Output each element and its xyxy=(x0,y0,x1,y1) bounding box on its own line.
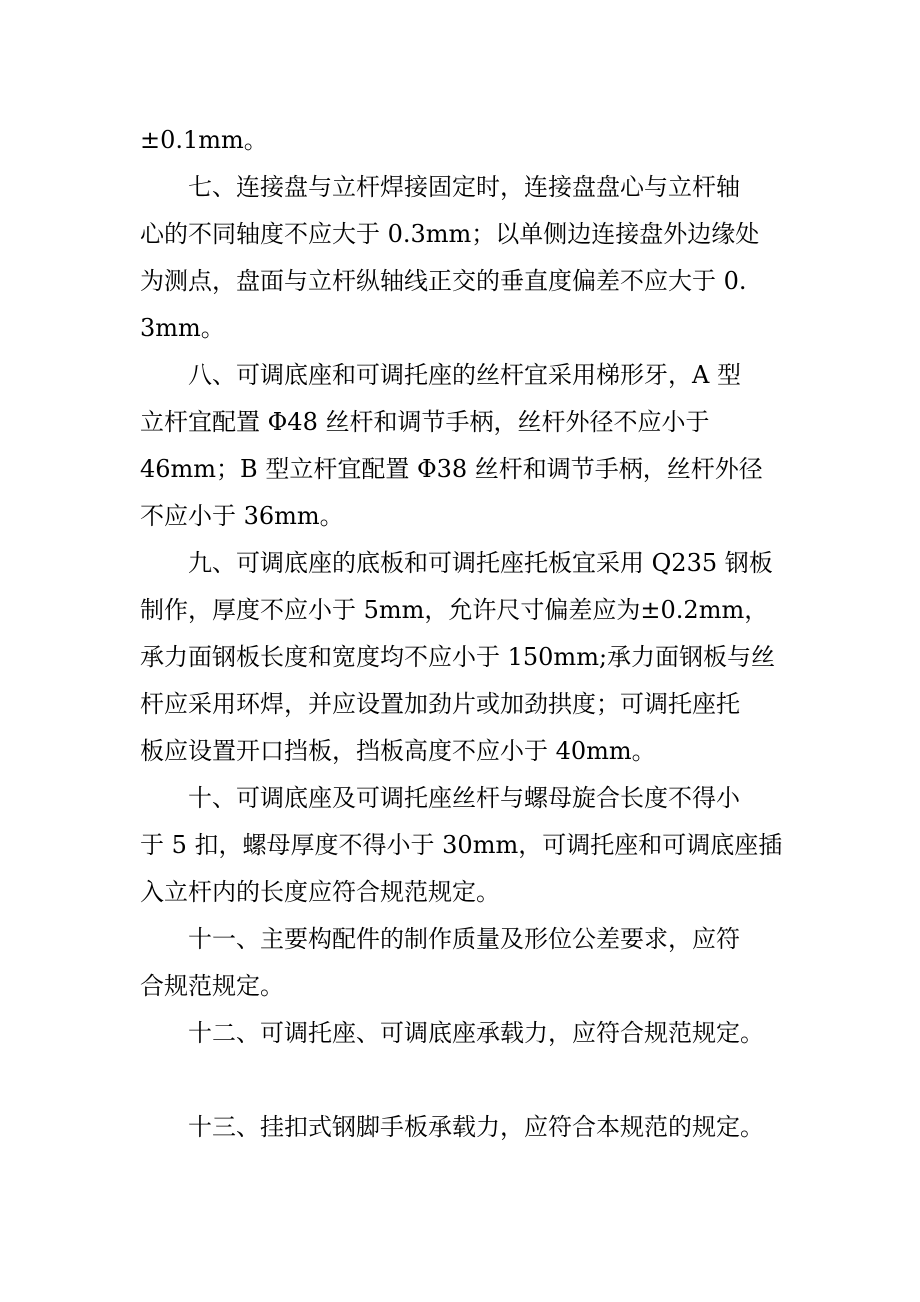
text-line: 3mm。 xyxy=(140,314,225,342)
text-line: 入立杆内的长度应符合规范规定。 xyxy=(140,878,500,906)
text-line: 心的不同轴度不应大于 0.3mm；以单侧边连接盘外边缘处 xyxy=(140,220,760,248)
paragraph-8-start: 八、可调底座和可调托座的丝杆宜采用梯形牙，A 型 xyxy=(188,361,741,389)
text-line: 板应设置开口挡板，挡板高度不应小于 40mm。 xyxy=(140,737,656,765)
paragraph-10-start: 十、可调底座及可调托座丝杆与螺母旋合长度不得小 xyxy=(188,784,740,812)
text-line: 立杆宜配置 Φ48 丝杆和调节手柄，丝杆外径不应小于 xyxy=(140,408,710,436)
text-line: 46mm；B 型立杆宜配置 Φ38 丝杆和调节手柄，丝杆外径 xyxy=(140,455,763,483)
text-line: ±0.1mm。 xyxy=(140,126,268,154)
text-line: 合规范规定。 xyxy=(140,972,284,1000)
paragraph-7-start: 七、连接盘与立杆焊接固定时，连接盘盘心与立杆轴 xyxy=(188,173,740,201)
text-line: 杆应采用环焊，并应设置加劲片或加劲拱度；可调托座托 xyxy=(140,690,740,718)
text-line: 制作，厚度不应小于 5mm，允许尺寸偏差应为±0.2mm， xyxy=(140,596,769,624)
text-line: 于 5 扣，螺母厚度不得小于 30mm，可调托座和可调底座插 xyxy=(140,831,783,859)
text-line: 不应小于 36mm。 xyxy=(140,502,344,530)
text-line: 为测点，盘面与立杆纵轴线正交的垂直度偏差不应大于 0. xyxy=(140,267,747,295)
paragraph-12: 十二、可调托座、可调底座承载力，应符合规范规定。 xyxy=(188,1019,764,1047)
paragraph-13: 十三、挂扣式钢脚手板承载力，应符合本规范的规定。 xyxy=(188,1113,764,1141)
paragraph-9-start: 九、可调底座的底板和可调托座托板宜采用 Q235 钢板 xyxy=(188,549,773,577)
text-line: 承力面钢板长度和宽度均不应小于 150mm;承力面钢板与丝 xyxy=(140,643,776,671)
paragraph-11-start: 十一、主要构配件的制作质量及形位公差要求，应符 xyxy=(188,925,740,953)
